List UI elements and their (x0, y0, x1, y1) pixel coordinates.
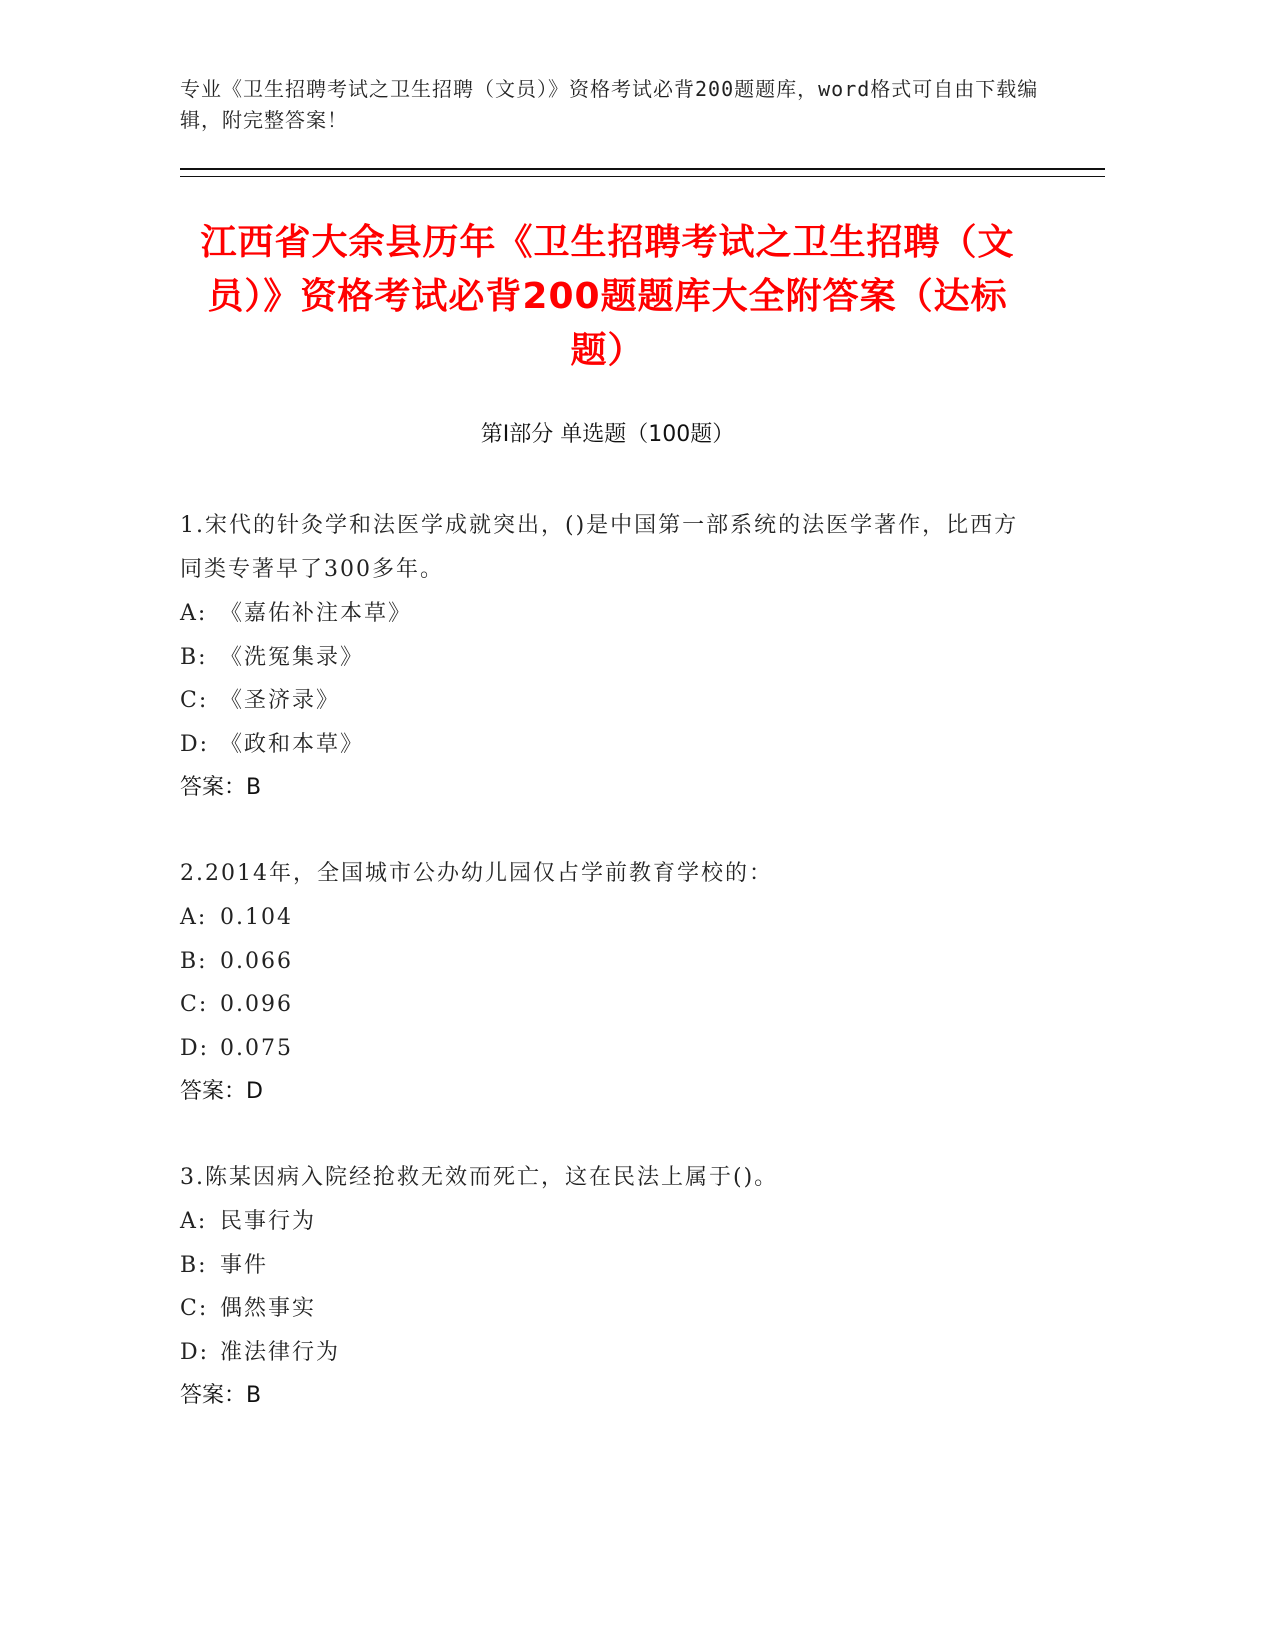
option-d (180, 723, 1040, 767)
option-a (180, 1200, 1040, 1244)
option-key: D: (180, 1339, 210, 1365)
question-stem: 1.宋代的针灸学和法医学成就突出，()是中国第一部系统的法医学著作，比西方同类专著早了300多年。 (180, 513, 1019, 582)
option-key: C: (180, 992, 209, 1017)
option-key: D: (180, 1035, 210, 1061)
option-key: B: (180, 948, 208, 974)
option-text: 0.096 (220, 992, 293, 1017)
option-a (180, 592, 1040, 636)
option-c (180, 1287, 1040, 1331)
option-text: 0.104 (220, 905, 293, 930)
option-text: 偶然事实 (220, 1296, 317, 1321)
option-text: 0.075 (220, 1035, 293, 1061)
option-text: 《嘉佑补注本草》 (220, 601, 413, 626)
option-text: 《圣济录》 (220, 688, 341, 713)
option-key: B: (180, 1252, 208, 1278)
option-key: B: (180, 644, 208, 670)
question-3 (180, 1156, 1040, 1418)
option-key: A: (180, 1209, 208, 1234)
option-text: 准法律行为 (220, 1339, 341, 1365)
question-stem: 2.2014年，全国城市公办幼儿园仅占学前教育学校的： (180, 861, 773, 886)
document-title: 江西省大余县历年《卫生招聘考试之卫生招聘（文员）》资格考试必背200题题库大全附答案（达标题） (200, 222, 1015, 371)
option-c (180, 983, 1040, 1027)
option-text: 《洗冤集录》 (220, 644, 365, 670)
option-key: C: (180, 1296, 209, 1321)
answer-line: 答案：B (180, 1383, 262, 1408)
option-b (180, 636, 1040, 680)
question-stem: 3.陈某因病入院经抢救无效而死亡，这在民法上属于()。 (180, 1165, 779, 1190)
answer-line: 答案：D (180, 1079, 263, 1104)
option-a (180, 896, 1040, 940)
option-text: 民事行为 (220, 1209, 317, 1234)
option-c (180, 679, 1040, 723)
header-note: 专业《卫生招聘考试之卫生招聘（文员）》资格考试必背200题题库，word格式可自由下载编辑，附完整答案！ (180, 77, 1039, 132)
question-1 (180, 504, 1040, 810)
option-text: 事件 (220, 1252, 269, 1278)
section-heading: 第I部分 单选题（100题） (480, 422, 735, 447)
option-key: D: (180, 731, 210, 757)
option-d (180, 1027, 1040, 1071)
header-rule-thin (180, 176, 1105, 177)
option-key: A: (180, 905, 208, 930)
option-key: C: (180, 688, 209, 713)
option-text: 《政和本草》 (220, 731, 365, 757)
option-b (180, 940, 1040, 984)
answer-line: 答案：B (180, 775, 262, 800)
option-key: A: (180, 601, 208, 626)
header-rule-thick (180, 168, 1105, 170)
option-text: 0.066 (220, 948, 293, 974)
option-b (180, 1244, 1040, 1288)
option-d (180, 1331, 1040, 1375)
question-2 (180, 852, 1040, 1114)
